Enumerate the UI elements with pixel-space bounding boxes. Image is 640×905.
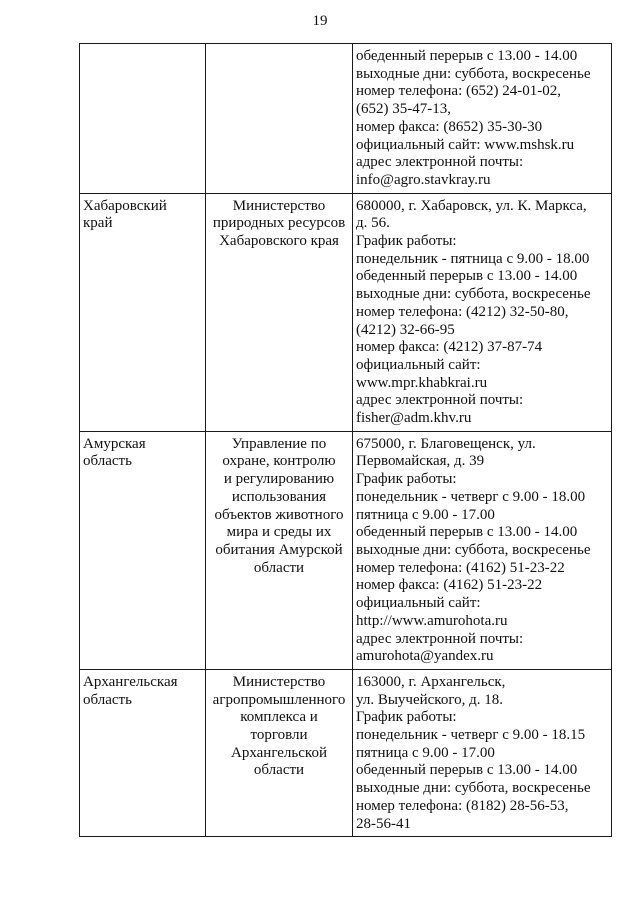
region-line: край xyxy=(83,215,113,232)
agency-line: Министерство xyxy=(232,673,326,690)
agency-line: Управление по xyxy=(231,435,327,452)
agency-line: Хабаровского края xyxy=(219,233,339,250)
contact-line: График работы: xyxy=(356,233,457,250)
contact-line: ул. Выучейского, д. 18. xyxy=(356,691,503,708)
region-line: область xyxy=(83,691,132,708)
contacts-cell xyxy=(353,669,612,836)
contact-line: обеденный перерыв с 13.00 - 14.00 xyxy=(356,48,578,64)
contact-line: (652) 35-47-13, xyxy=(356,101,451,118)
contact-line: адрес электронной почты: xyxy=(356,630,524,647)
agency-line: области xyxy=(253,762,305,779)
contact-line: Первомайская, д. 39 xyxy=(356,453,485,470)
agency-line: охране, контролю xyxy=(222,453,336,470)
contact-line: официальный сайт: xyxy=(356,356,481,373)
region-line: область xyxy=(83,453,132,470)
agency-line: природных ресурсов xyxy=(212,215,346,232)
contact-line: адрес электронной почты: xyxy=(356,392,524,409)
contacts-table xyxy=(79,43,612,837)
agency-line: агропромышленного xyxy=(212,691,346,708)
region-cell xyxy=(80,193,206,431)
contacts-cell xyxy=(353,193,612,431)
region-line: Хабаровский xyxy=(83,197,167,214)
contact-line: понедельник - четверг с 9.00 - 18.00 xyxy=(356,488,586,505)
region-cell xyxy=(80,431,206,669)
contact-line: обеденный перерыв с 13.00 - 14.00 xyxy=(356,762,578,779)
contact-line: д. 56. xyxy=(356,215,390,232)
agency-line: Архангельской xyxy=(231,744,327,761)
contacts-cell xyxy=(353,44,612,194)
table-row xyxy=(80,669,612,836)
contact-line: (4212) 32-66-95 xyxy=(356,321,455,338)
contact-line: номер телефона: (4162) 51-23-22 xyxy=(356,559,565,576)
contact-line: 680000, г. Хабаровск, ул. К. Маркса, xyxy=(356,197,587,214)
agency-line: комплекса и xyxy=(240,709,318,726)
table-row xyxy=(80,44,612,194)
contact-line: 675000, г. Благовещенск, ул. xyxy=(356,435,536,452)
contact-line: номер факса: (4162) 51-23-22 xyxy=(356,577,543,594)
contact-line: номер телефона: (4212) 32-50-80, xyxy=(356,303,569,320)
contact-line: amurohota@yandex.ru xyxy=(356,648,494,665)
contact-line: выходные дни: суббота, воскресенье xyxy=(356,65,591,82)
contact-line: пятница с 9.00 - 17.00 xyxy=(356,506,495,523)
contacts-cell xyxy=(353,431,612,669)
table-body xyxy=(80,44,612,837)
contact-line: www.mpr.khabkrai.ru xyxy=(356,374,488,391)
region-line: Амурская xyxy=(83,435,146,452)
contact-line: номер телефона: (8182) 28-56-53, xyxy=(356,797,569,814)
agency-line: торговли xyxy=(250,727,308,744)
page-number: 19 xyxy=(312,13,328,29)
contact-line: понедельник - пятница с 9.00 - 18.00 xyxy=(356,250,590,267)
contact-line: выходные дни: суббота, воскресенье xyxy=(356,286,591,303)
contact-line: обеденный перерыв с 13.00 - 14.00 xyxy=(356,524,578,541)
agency-line: области xyxy=(253,559,305,576)
contact-line: официальный сайт: xyxy=(356,595,481,612)
region-cell xyxy=(80,669,206,836)
contact-line: 163000, г. Архангельск, xyxy=(356,673,506,690)
contact-line: 28-56-41 xyxy=(356,815,411,832)
contact-line: номер факса: (8652) 35-30-30 xyxy=(356,118,543,135)
agency-line: мира и среды их xyxy=(226,524,332,541)
contact-line: адрес электронной почты: xyxy=(356,154,524,171)
contact-line: понедельник - четверг с 9.00 - 18.15 xyxy=(356,727,586,744)
contact-line: info@agro.stavkray.ru xyxy=(356,171,491,188)
agency-cell xyxy=(206,44,353,194)
region-cell xyxy=(80,44,206,194)
agency-line: использования xyxy=(231,488,327,505)
region-line: Архангельская xyxy=(83,673,178,690)
agency-cell xyxy=(206,193,353,431)
contact-line: выходные дни: суббота, воскресенье xyxy=(356,780,591,797)
contact-line: пятница с 9.00 - 17.00 xyxy=(356,744,495,761)
contact-line: обеденный перерыв с 13.00 - 14.00 xyxy=(356,268,578,285)
table-row xyxy=(80,431,612,669)
contact-line: График работы: xyxy=(356,709,457,726)
contact-line: официальный сайт: www.mshsk.ru xyxy=(356,136,575,153)
contact-line: номер телефона: (652) 24-01-02, xyxy=(356,83,561,100)
agency-cell xyxy=(206,669,353,836)
contact-line: График работы: xyxy=(356,471,457,488)
contact-line: выходные дни: суббота, воскресенье xyxy=(356,541,591,558)
contact-line: fisher@adm.khv.ru xyxy=(356,410,472,427)
agency-line: и регулированию xyxy=(223,471,335,488)
table-row xyxy=(80,193,612,431)
contact-line: http://www.amurohota.ru xyxy=(356,612,508,629)
agency-cell xyxy=(206,431,353,669)
contact-line: номер факса: (4212) 37-87-74 xyxy=(356,339,543,356)
agency-line: обитания Амурской xyxy=(215,541,343,558)
agency-line: объектов животного xyxy=(214,506,344,523)
agency-line: Министерство xyxy=(232,197,326,214)
